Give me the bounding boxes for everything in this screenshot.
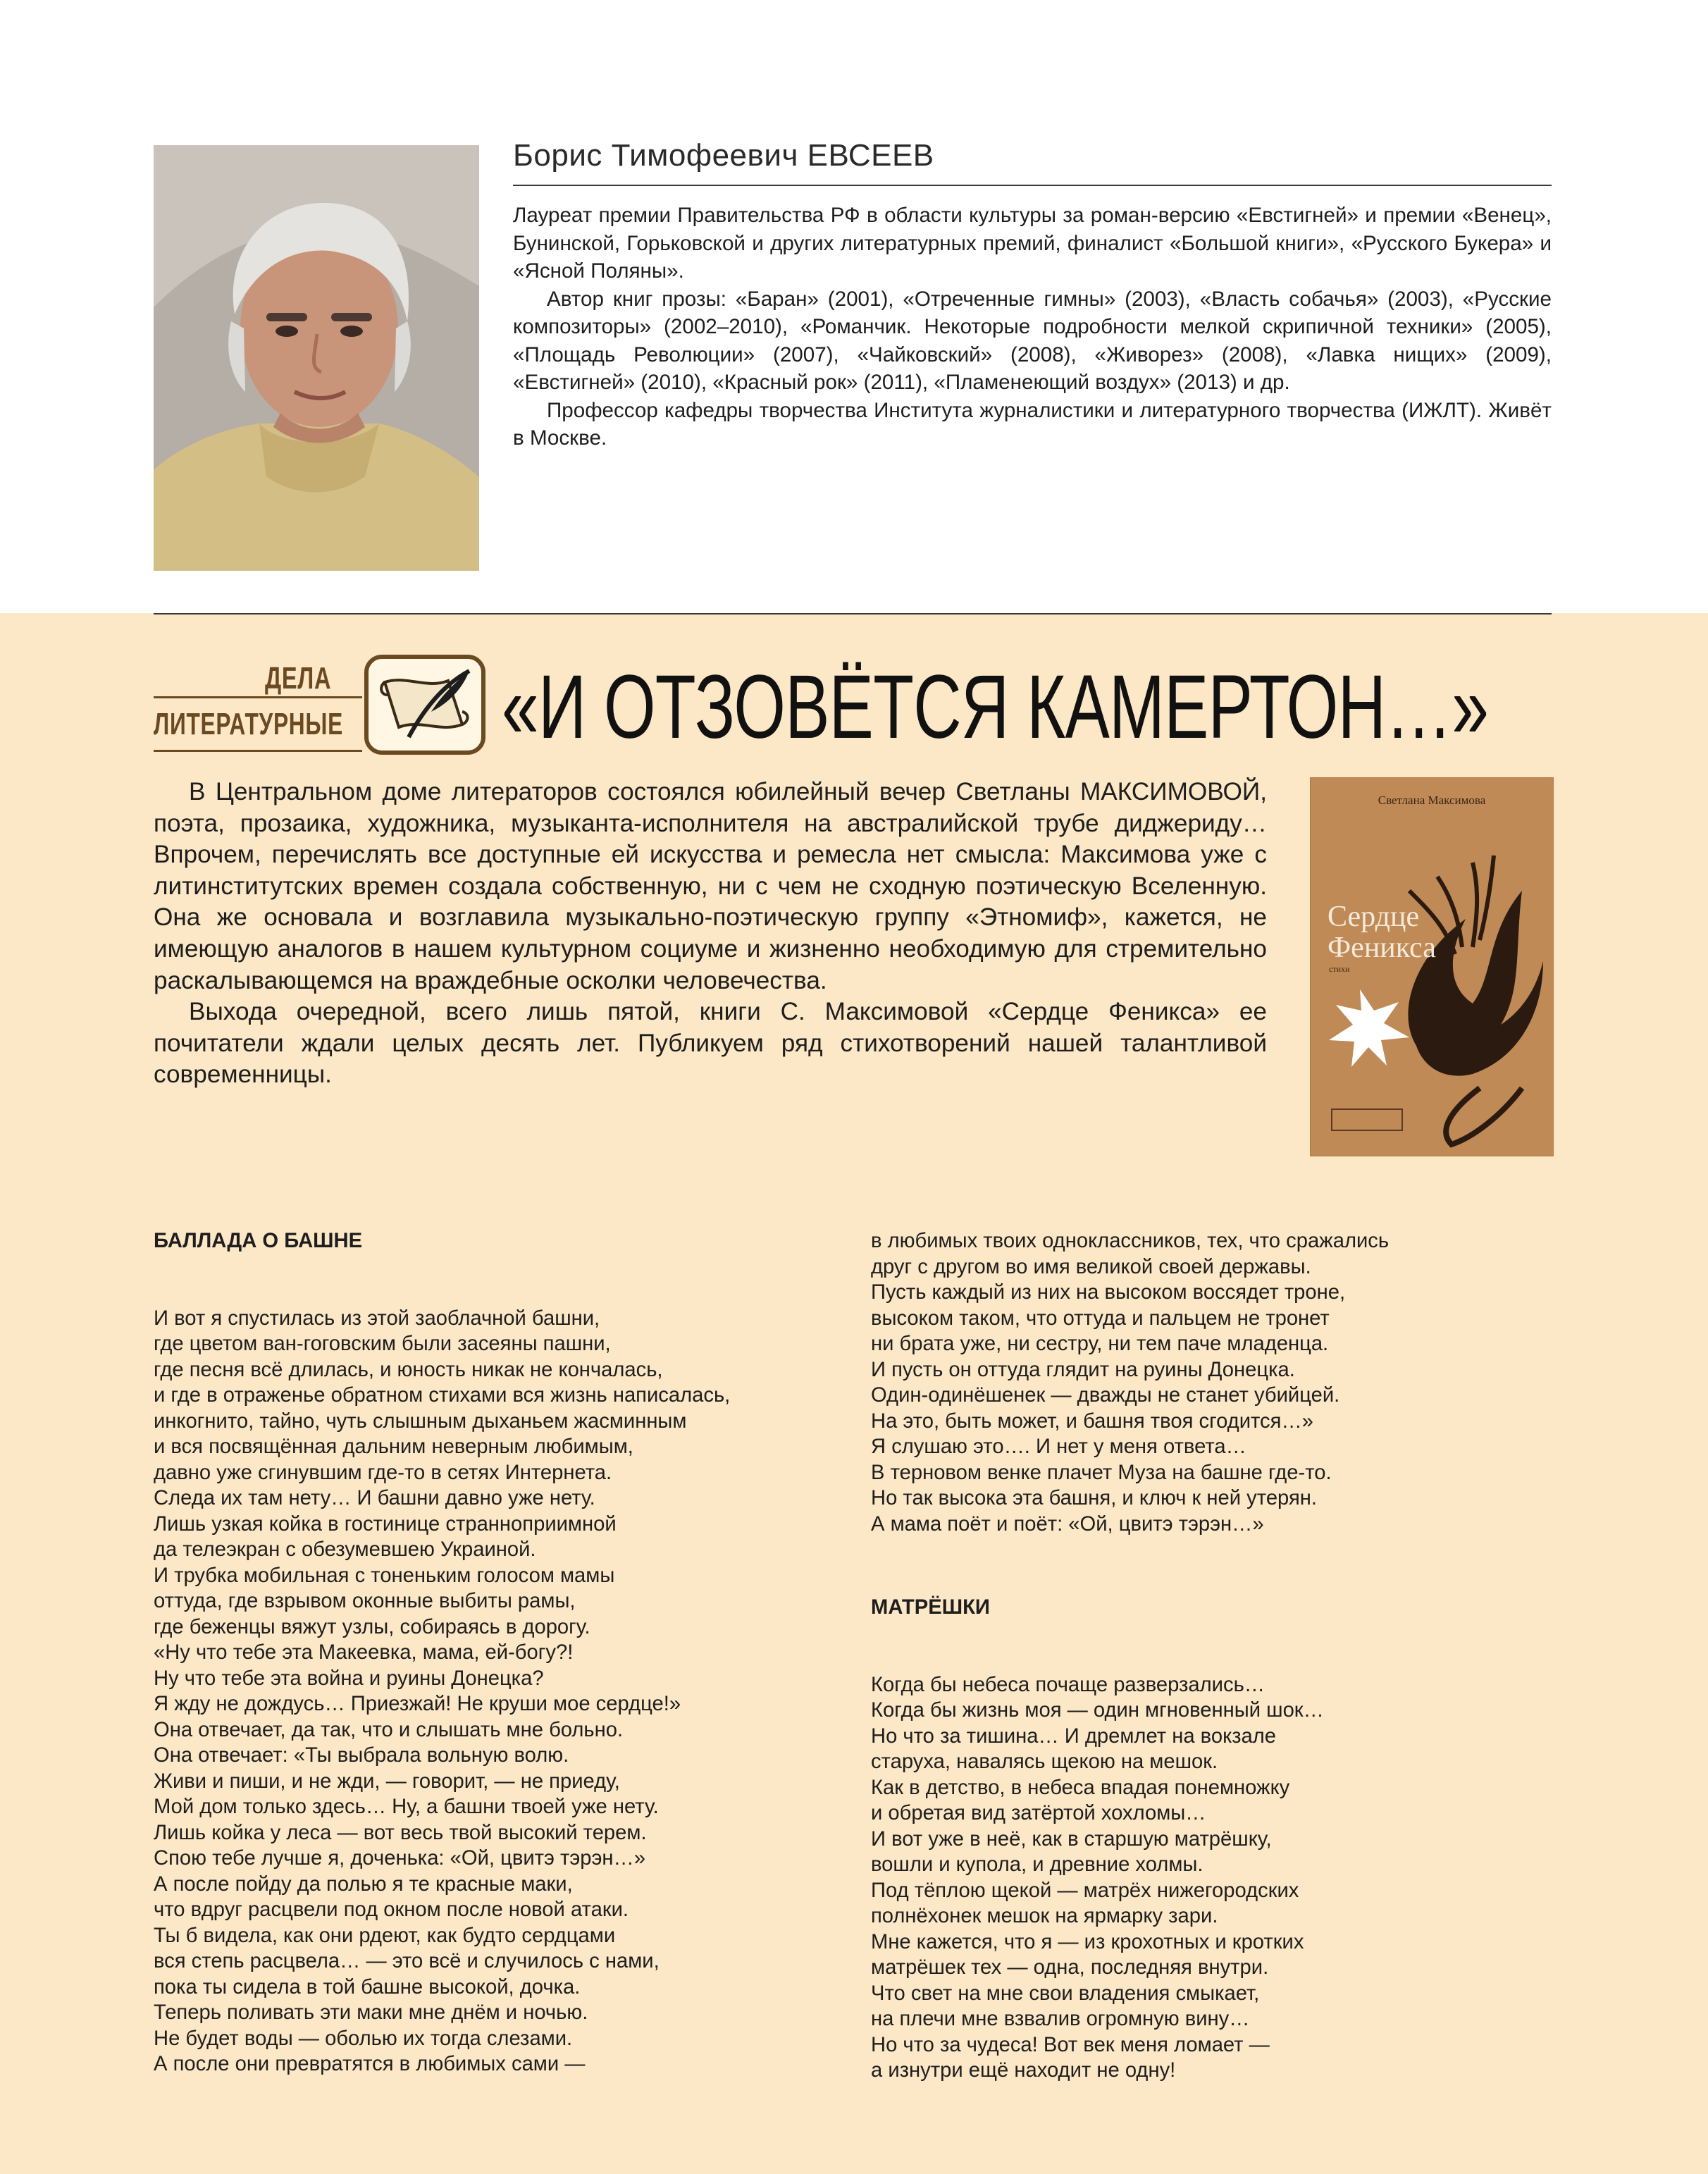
divider <box>513 185 1552 186</box>
poem-line: вошли и купола, и древние холмы. <box>871 1853 1203 1876</box>
poem-matryoshki <box>871 1543 1324 2109</box>
book-cover <box>1311 778 1553 1156</box>
book-title-line: Феникса <box>1328 932 1436 964</box>
article-intro <box>154 777 1267 1091</box>
poem-line: на плечи мне взвалив огромную вину… <box>871 2008 1250 2030</box>
book-author: Светлана Максимова <box>1378 793 1486 807</box>
poem-line: Что свет на мне свои владения смыкает, <box>871 1982 1260 2005</box>
bio-paragraph: Автор книг прозы: «Баран» (2001), «Отреченные гимны» (2003), «Власть собачья» (2003), «Русские композиторы» (2002–2010), «Романчик. Некоторые подробности мелкой скрипичной техники» (2005), «Площадь Революции» (2007), «Чайковский» (2008), «Живорез» (2008), «Лавка нищих» (2009), «Евстигней» (2010), «Красный рок» (2011), «Пламенеющий воздух» (2013) и др. <box>513 287 1552 394</box>
poem-line: Один-одинёшенек — дважды не станет убийцей. <box>871 1384 1340 1407</box>
poem-line: И вот уже в неё, как в старшую матрёшку, <box>871 1827 1272 1851</box>
rubric-line2: ЛИТЕРАТУРНЫЕ <box>154 707 343 741</box>
poem-line: Не будет воды — оболью их тогда слезами. <box>154 2027 573 2050</box>
poem-line: полнёхонек мешок на ярмарку зари. <box>871 1905 1218 1927</box>
section-divider <box>154 613 1552 614</box>
poem-line: где беженцы вяжут узлы, собираясь в дорогу. <box>154 1615 590 1638</box>
poem-line: оттуда, где взрывом оконные выбиты рамы, <box>154 1590 576 1612</box>
author-name: Борис Тимофеевич ЕВСЕЕВ <box>513 138 934 173</box>
poem-line: Я слушаю это…. И нет у меня ответа… <box>871 1435 1246 1458</box>
poem-line: В терновом венке плачет Муза на башне где-то. <box>871 1461 1332 1484</box>
poem-line: старуха, навалясь щекою на мешок. <box>871 1750 1218 1773</box>
poem-line: Когда бы жизнь моя — один мгновенный шок… <box>871 1699 1324 1722</box>
poem-line: «Ну что тебе эта Макеевка, мама, ей-богу?! <box>154 1641 574 1664</box>
poem-line: вся степь расцвела… — это всё и случилось с нами, <box>154 1950 660 1972</box>
rubric-underline <box>154 696 362 698</box>
poem-line: И пусть он оттуда глядит на руины Донецка. <box>871 1358 1295 1381</box>
poem-line: И вот я спустилась из этой заоблачной башни, <box>154 1307 600 1330</box>
poem-line: Пусть каждый из них на высоком воссядет троне, <box>871 1281 1346 1304</box>
poem-line: И трубка мобильная с тоненьким голосом мамы <box>154 1564 615 1587</box>
poem-line: ни брата уже, ни сестру, ни тем паче младенца. <box>871 1333 1329 1355</box>
poem-line: Лишь койка у леса — вот весь твой высокий терем. <box>154 1821 647 1844</box>
book-subtitle: стихи <box>1329 964 1350 974</box>
poem-title: БАЛЛАДА О БАШНЕ <box>154 1230 363 1252</box>
poem-line: что вдруг расцвели под окном после новой атаки. <box>154 1898 629 1921</box>
bio-paragraph: Профессор кафедры творчества Института журналистики и литературного творчества (ИЖЛТ). Живёт в Москве. <box>513 398 1552 450</box>
poem-line: Спою тебе лучше я, доченька: «Ой, цвитэ тэрэн…» <box>154 1847 645 1870</box>
poem-line: высоком таком, что оттуда и пальцем не тронет <box>871 1307 1330 1330</box>
poem-line: давно уже сгинувшим где-то в сетях Интернета. <box>154 1461 612 1484</box>
author-bio <box>513 202 1552 452</box>
poem-line: Но что за тишина… И дремлет на вокзале <box>871 1724 1277 1748</box>
poem-line: пока ты сидела в той башне высокой, дочка. <box>154 1975 581 1999</box>
poem-line: друг с другом во имя великой своей державы. <box>871 1255 1311 1278</box>
rubric-underline <box>154 750 362 752</box>
poem-line: где песня всё длилась, и юность никак не кончалась, <box>154 1358 663 1381</box>
poem-line: Но что за чудеса! Вот век меня ломает — <box>871 2033 1270 2056</box>
poem-ballad-left-column <box>154 1177 730 2103</box>
poem-line: Ну что тебе эта война и руины Донецка? <box>154 1667 544 1690</box>
article-headline: «И ОТЗОВЁТСЯ КАМЕРТОН…» <box>502 657 1489 758</box>
poem-line: Лишь узкая койка в гостинице странноприимной <box>154 1512 617 1536</box>
poem-ballad-right-column <box>871 1177 1389 1563</box>
poem-line: Под тёплою щекой — матрёх нижегородских <box>871 1879 1299 1902</box>
poem-line: и вся посвящённая дальним неверным любимым, <box>154 1435 633 1458</box>
quill-scroll-icon <box>364 654 486 755</box>
poem-line: Но так высока эта башня, и ключ к ней утерян. <box>871 1487 1317 1509</box>
intro-paragraph: Выхода очередной, всего лишь пятой, книги С. Максимовой «Сердце Феникса» ее почитатели ждали целых десять лет. Публикуем ряд стихотворений нашей талантливой современницы. <box>154 998 1267 1089</box>
portrait-illustration <box>154 145 479 571</box>
poem-line: в любимых твоих одноклассников, тех, что сражались <box>871 1230 1390 1252</box>
poem-line: Ты б видела, как они рдеют, как будто сердцами <box>154 1924 616 1947</box>
poem-line: Когда бы небеса почаще разверзались… <box>871 1673 1265 1696</box>
poem-line: инкогнито, тайно, чуть слышным дыханьем жасминным <box>154 1409 687 1433</box>
poem-line: Мне кажется, что я — из крохотных и кротких <box>871 1930 1304 1953</box>
book-title-line: Сердце <box>1328 901 1420 933</box>
poem-line: Живи и пиши, и не жди, — говорит, — не приеду, <box>154 1770 620 1793</box>
author-photo <box>154 145 479 571</box>
poem-line: А после пойду да полью я те красные маки, <box>154 1872 573 1896</box>
poem-line: а изнутри ещё находит не одну! <box>871 2059 1176 2082</box>
poem-line: где цветом ван-гоговским были засеяны пашни, <box>154 1333 611 1355</box>
intro-paragraph: В Центральном доме литераторов состоялся юбилейный вечер Светланы МАКСИМОВОЙ, поэта, прозаика, художника, музыканта-исполнителя на австралийской трубе диджериду… Впрочем, перечислять все доступные ей искусства и ремесла нет смысла: Максимова уже с литинститутских времен создала собственную, ни с чем не сходную поэтическую Вселенную. Она же основала и возглавила музыкально-поэтическую группу «Этномиф», кажется, не имеющую аналогов в нашем культурном социуме и жизненно необходимую для стремительно раскалывающемся на враждебные осколки человечества. <box>154 778 1267 994</box>
poem-line: А после они превратятся в любимых сами — <box>154 2053 586 2075</box>
poem-line: Как в детство, в небеса впадая понемножку <box>871 1776 1290 1799</box>
poem-line: А мама поёт и поёт: «Ой, цвитэ тэрэн…» <box>871 1512 1264 1536</box>
poem-title: МАТРЁШКИ <box>871 1596 990 1619</box>
poem-line: да телеэкран с обезумевшею Украиной. <box>154 1538 536 1561</box>
poem-line: Следа их там нету… И башни давно уже нету. <box>154 1487 595 1509</box>
bio-paragraph: Лауреат премии Правительства РФ в области культуры за роман-версию «Евстигней» и премии «Венец», Бунинской, Горьковской и других литературных премий, финалист «Большой книги», «Русского Букера» и «Ясной Поляны». <box>513 204 1552 283</box>
poem-line: Мой дом только здесь… Ну, а башни твоей уже нету. <box>154 1796 659 1818</box>
poem-line: Она отвечает, да так, что и слышать мне больно. <box>154 1718 624 1741</box>
poem-line: и обретая вид затёртой хохломы… <box>871 1802 1206 1824</box>
poem-line: и где в отраженье обратном стихами вся жизнь написалась, <box>154 1384 731 1407</box>
poem-line: На это, быть может, и башня твоя сгодится…» <box>871 1409 1313 1433</box>
poem-line: Я жду не дождусь… Приезжай! Не круши мое сердце!» <box>154 1693 681 1715</box>
book-title <box>1328 901 1436 963</box>
rubric-line1: ДЕЛА <box>265 661 332 696</box>
poem-line: матрёшек тех — одна, последняя внутри. <box>871 1956 1269 1979</box>
poem-line: Теперь поливать эти маки мне днём и ночью. <box>154 2001 588 2024</box>
poem-line: Она отвечает: «Ты выбрала вольную волю. <box>154 1744 569 1767</box>
